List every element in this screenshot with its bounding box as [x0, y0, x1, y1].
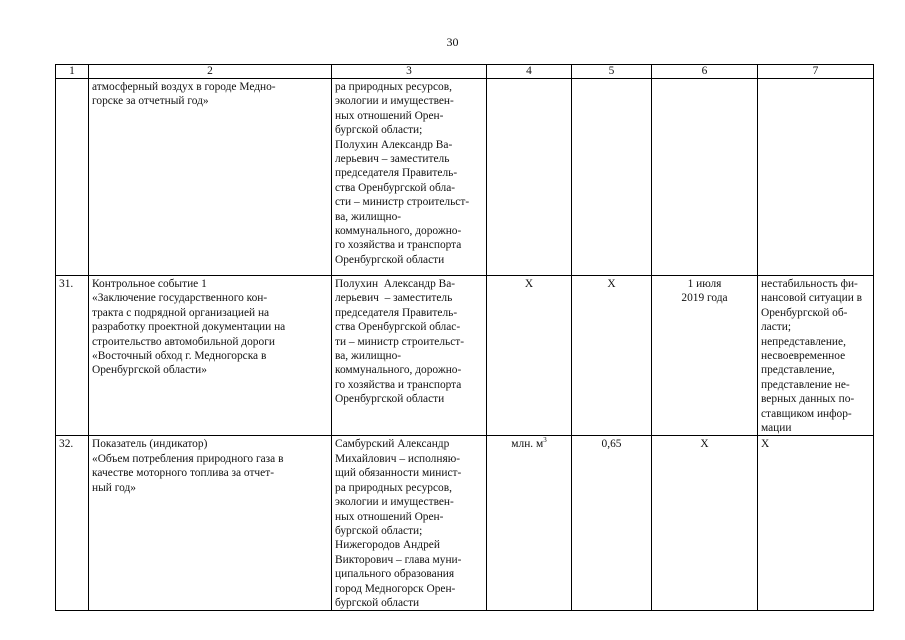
row-value: [572, 79, 652, 276]
column-header: 4: [487, 65, 572, 79]
row-risks: Х: [758, 436, 874, 611]
row-number: 31.: [56, 276, 89, 436]
column-header: 7: [758, 65, 874, 79]
row-deadline: 1 июля 2019 года: [652, 276, 758, 436]
row-responsible: Полухин Александр Ва- лерьевич – заместитель председателя Правитель- ства Оренбургской облас- ти – министр строительст- ва, жилищно- коммунального, дорожно- го хозяйства и транспорта Оренбургской области: [332, 276, 487, 436]
row-risks: нестабильность фи- нансовой ситуации в Оренбургской об- ласти; непредставление, несвоевременное представление, представление не- верных данных по- ставщиком инфор- мации: [758, 276, 874, 436]
row-value: Х: [572, 276, 652, 436]
page-number: 30: [446, 35, 459, 49]
table-row: [56, 436, 874, 611]
unit-superscript: 3: [543, 436, 547, 445]
row-responsible: ра природных ресурсов, экологии и имуществен- ных отношений Орен- бургской области; Полухин Александр Ва- лерьевич – заместитель председателя Правитель- ства Оренбургской обла- сти – министр строительст- ва, жилищно- коммунального, дорожно- го хозяйства и транспорта Оренбургской области: [332, 79, 487, 276]
column-header: 2: [89, 65, 332, 79]
column-header: 3: [332, 65, 487, 79]
row-description: Контрольное событие 1 «Заключение государственного кон- тракта с подрядной организацией на разработку проектной документации на строительство автомобильной дороги «Восточный обход г. Медногорска в Оренбургской области»: [89, 276, 332, 436]
row-deadline: Х: [652, 436, 758, 611]
unit-text: млн. м: [511, 438, 544, 451]
row-description: атмосферный воздух в городе Медно- горске за отчетный год»: [89, 79, 332, 276]
table-row: [56, 276, 874, 436]
unit-text: Х: [524, 278, 534, 290]
row-unit: [487, 436, 572, 611]
row-responsible: Самбурский Александр Михайлович – исполняю- щий обязанности минист- ра природных ресурсов, экологии и имуществен- ных отношений Орен- бургской области; Нижегородов Андрей Викторович – глава муни- ципального образования город Медногорск Орен- бургской области: [332, 436, 487, 611]
row-unit: [487, 276, 572, 436]
row-unit: [487, 79, 572, 276]
row-value: 0,65: [572, 436, 652, 611]
row-number: 32.: [56, 436, 89, 611]
document-table: [55, 64, 874, 611]
column-header: 6: [652, 65, 758, 79]
row-risks: [758, 79, 874, 276]
column-header: 5: [572, 65, 652, 79]
row-number: [56, 79, 89, 276]
column-header: 1: [56, 65, 89, 79]
row-deadline: [652, 79, 758, 276]
table-row: [56, 79, 874, 276]
row-description: Показатель (индикатор) «Объем потребления природного газа в качестве моторного топлива за отчет- ный год»: [89, 436, 332, 611]
table-header-row: [56, 65, 874, 79]
